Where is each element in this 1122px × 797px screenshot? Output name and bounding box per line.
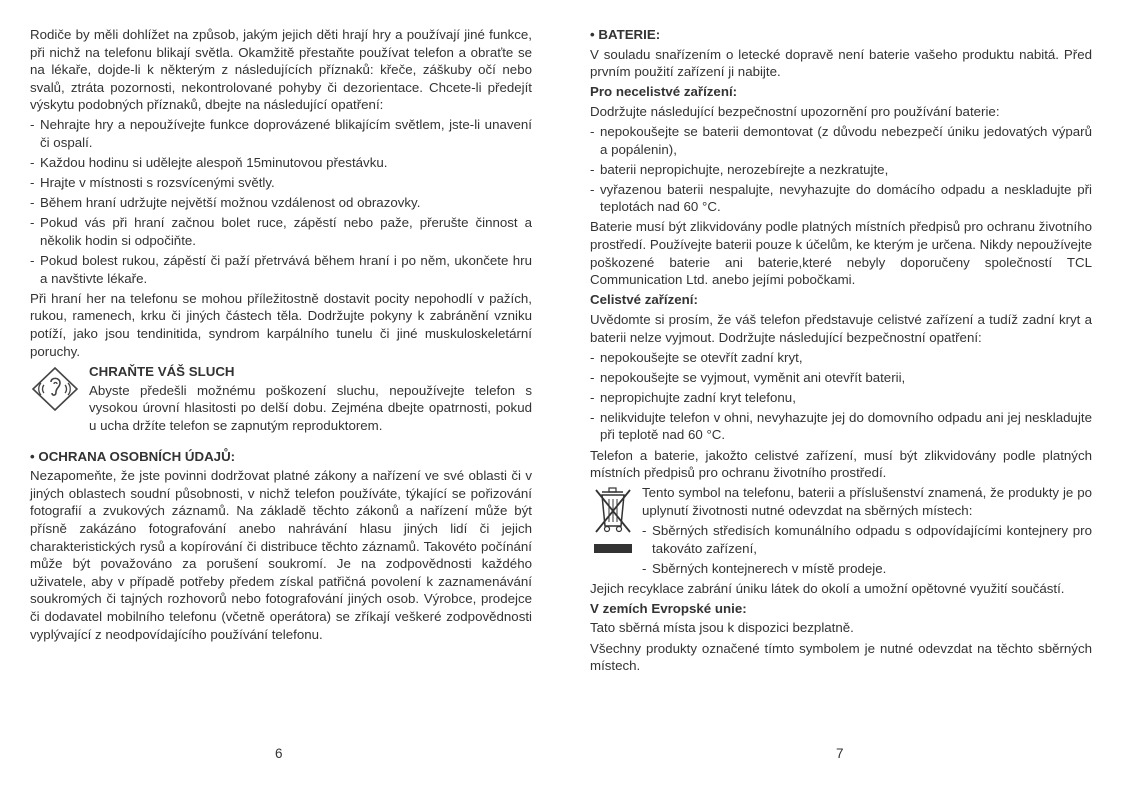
symbol-paragraph: Tento symbol na telefonu, baterii a příslušenství znamená, že produkty je po uplynutí životnosti nutné odevzdat na sběrných místech:: [642, 485, 1092, 518]
page-number-right: 7: [836, 746, 844, 761]
non-integral-intro: Dodržujte následující bezpečnostní upozornění pro používání baterie:: [590, 103, 1000, 119]
recycling-paragraph: Jejich recyklace zabrání úniku látek do okolí a umožní opětovné využití součástí.: [590, 580, 1065, 596]
battery-disposal-paragraph: Baterie musí být zlikvidovány podle platných místních předpisů pro ochranu životního prostředí. Používejte baterii pouze k účelům, ke kterým je určena. Nikdy nepoužívejte poškozené baterie ani baterie,které nebyly doporučeny společností TCL Communication Ltd. anebo jejími pobočkami.: [590, 219, 1092, 288]
integral-intro: Uvědomte si prosím, že váš telefon představuje celistvé zařízení a tudíž zadní kryt a baterii nelze vyjmout. Dodržujte následující bezpečnostní opatření:: [590, 311, 1092, 345]
intro-paragraph: Rodiče by měli dohlížet na způsob, jakým jejich děti hrají hry a používají jiné funkce, při nichž na telefonu blikají světla. Okamžitě přestaňte používat telefon a obraťte se na lékaře, dojde-li k některým z následujících příznaků: křeče, záškuby očí nebo svalů, ztráta pozornosti, nekontrolované pohyby či dezorientace. Chcete-li předejít výskytu podobných příznaků, dbejte na následující opatření:: [30, 27, 532, 113]
integral-heading: Celistvé zařízení:: [590, 292, 698, 308]
privacy-heading: • OCHRANA OSOBNÍCH ÚDAJŮ:: [30, 448, 236, 464]
list-item: - Sběrných kontejnerech v místě prodeje.: [642, 560, 1092, 578]
measures-list: [30, 116, 532, 287]
list-item: - nepokoušejte se baterii demontovat (z důvodu nebezpečí úniku jedovatých výparů a popálenin),: [590, 123, 1092, 158]
left-page: [30, 26, 532, 646]
right-page: [590, 26, 1092, 677]
non-integral-heading: Pro necelistvé zařízení:: [590, 84, 738, 100]
list-item: - nepokoušejte se vyjmout, vyměnit ani otevřít baterii,: [590, 369, 1092, 387]
list-item: - Nehrajte hry a nepoužívejte funkce doprovázené blikajícím světlem, jste-li unavení či ospalí.: [30, 116, 532, 151]
list-item: - Každou hodinu si udělejte alespoň 15minutovou přestávku.: [30, 154, 532, 172]
list-item: - Pokud vás při hraní začnou bolet ruce, zápěstí nebo paže, přerušte činnost a několik hodin si odpočiňte.: [30, 214, 532, 249]
eu-paragraph-2: Všechny produkty označené tímto symbolem je nutné odevzdat na těchto sběrných místech.: [590, 640, 1092, 674]
hearing-title: CHRAŇTE VÁŠ SLUCH: [89, 364, 235, 380]
list-item: - nepropichujte zadní kryt telefonu,: [590, 389, 1092, 407]
list-item: - Během hraní udržujte největší možnou vzdálenost od obrazovky.: [30, 194, 532, 212]
page-number-left: 6: [275, 746, 283, 761]
battery-heading: • BATERIE:: [590, 27, 661, 42]
battery-paragraph: V souladu snařízením o letecké dopravě není baterie vašeho produktu nabitá. Před prvním použití zařízení ji nabijte.: [590, 46, 1092, 80]
list-item: - baterii nepropichujte, nerozebírejte a nezkratujte,: [590, 161, 1092, 179]
list-item: - Pokud bolest rukou, zápěstí či paží přetrvává během hraní i po něm, ukončete hru a navštivte lékaře.: [30, 252, 532, 287]
list-item: - nelikvidujte telefon v ohni, nevyhazujte jej do domovního odpadu ani jej neskladujte při teplotě nad 60 °C.: [590, 409, 1092, 444]
crossed-bin-icon: [590, 486, 636, 556]
eu-heading: V zemích Evropské unie:: [590, 600, 747, 616]
integral-disposal-paragraph: Telefon a baterie, jakožto celistvé zařízení, musí být zlikvidovány podle platných místních předpisů pro ochranu životního prostředí.: [590, 447, 1092, 481]
list-item: - Hrajte v místnosti s rozsvícenými světly.: [30, 174, 532, 192]
privacy-paragraph: Nezapomeňte, že jste povinni dodržovat platné zákony a nařízení ve své oblasti či v jiných oblastech soudní působnosti, v nichž telefon používáte, týkající se pořizování fotografií a zvukových záznamů. Na základě těchto zákonů a nařízení může být přísně zakázáno fotografování anebo nahrávání hlasu jiných lidí či jejich charakteristických rysů a kopírování či distribuce těchto záznamů. Takovéto počínání může být považováno za porušení soukromí. Je na zodpovědnosti každého uživatele, aby v případě potřeby předem získal patřičná povolení k zaznamenávání soukromých či tajných rozhovorů nebo fotografování jiných osob. Výrobce, prodejce či dodavatel mobilního telefonu (včetně operátora) se zříkají veškeré zodpovědnosti vyplývající z neodpovídajícího používání telefonu.: [30, 468, 532, 642]
list-item: - vyřazenou baterii nespalujte, nevyhazujte do domácího odpadu a neskladujte při teplotách nad 60 °C.: [590, 181, 1092, 216]
weee-block: [590, 484, 1092, 577]
hearing-callout: [30, 363, 532, 434]
discomfort-paragraph: Při hraní her na telefonu se mohou příležitostně dostavit pocity nepohodlí v pažích, rukou, ramenech, krku či jiných částech těla. Dodržujte pokyny k zabránění vzniku potíží, jako jsou tendinitida, syndrom karpálního tunelu či jiné muskuloskeletární poruchy.: [30, 290, 532, 359]
hearing-text: Abyste předešli možnému poškození sluchu, nepoužívejte telefon s vysokou úrovní hlasitosti po delší dobu. Zejména dbejte opatrnosti, pokud u ucha držíte telefon se zapnutým reproduktorem.: [89, 382, 532, 433]
hearing-warning-icon: [30, 365, 80, 413]
eu-paragraph-1: Tato sběrná místa jsou k dispozici bezplatně.: [590, 620, 854, 636]
list-item: - nepokoušejte se otevřít zadní kryt,: [590, 349, 1092, 367]
list-item: - Sběrných středisích komunálního odpadu s odpovídajícími kontejnery pro takováto zařízení,: [642, 522, 1092, 557]
